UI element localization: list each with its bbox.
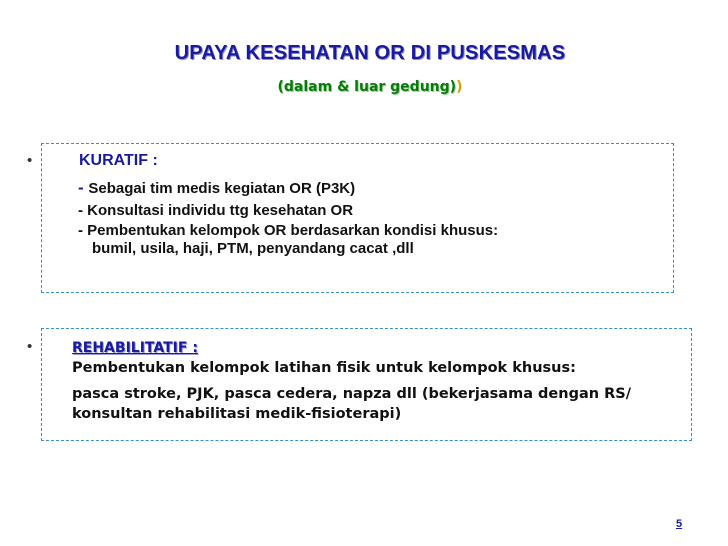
kuratif-dash: - bbox=[78, 178, 89, 197]
kuratif-heading: KURATIF : bbox=[79, 152, 158, 169]
slide-subtitle bbox=[0, 79, 728, 95]
rehabilitatif-line: Pembentukan kelompok latihan fisik untuk kelompok khusus: bbox=[72, 360, 576, 376]
kuratif-line bbox=[78, 178, 355, 198]
kuratif-line-text: Sebagai tim medis kegiatan OR (P3K) bbox=[88, 180, 356, 197]
rehabilitatif-bullet: • bbox=[27, 338, 33, 355]
kuratif-bullet: • bbox=[27, 152, 33, 169]
subtitle-text: (dalam & luar gedung) bbox=[277, 79, 457, 95]
rehabilitatif-line: pasca stroke, PJK, pasca cedera, napza dll (bekerjasama dengan RS/ bbox=[72, 386, 632, 402]
slide-title: UPAYA KESEHATAN OR DI PUSKESMAS bbox=[174, 42, 566, 64]
page-number: 5 bbox=[676, 518, 683, 530]
kuratif-line: bumil, usila, haji, PTM, penyandang cacat ,dll bbox=[92, 240, 414, 257]
rehabilitatif-line: konsultan rehabilitasi medik-fisioterapi) bbox=[72, 406, 402, 422]
kuratif-line: - Konsultasi individu ttg kesehatan OR bbox=[78, 202, 354, 219]
subtitle-trailing: ) bbox=[456, 79, 463, 95]
kuratif-line: - Pembentukan kelompok OR berdasarkan kondisi khusus: bbox=[78, 222, 499, 239]
rehabilitatif-heading: REHABILITATIF : bbox=[72, 340, 198, 356]
